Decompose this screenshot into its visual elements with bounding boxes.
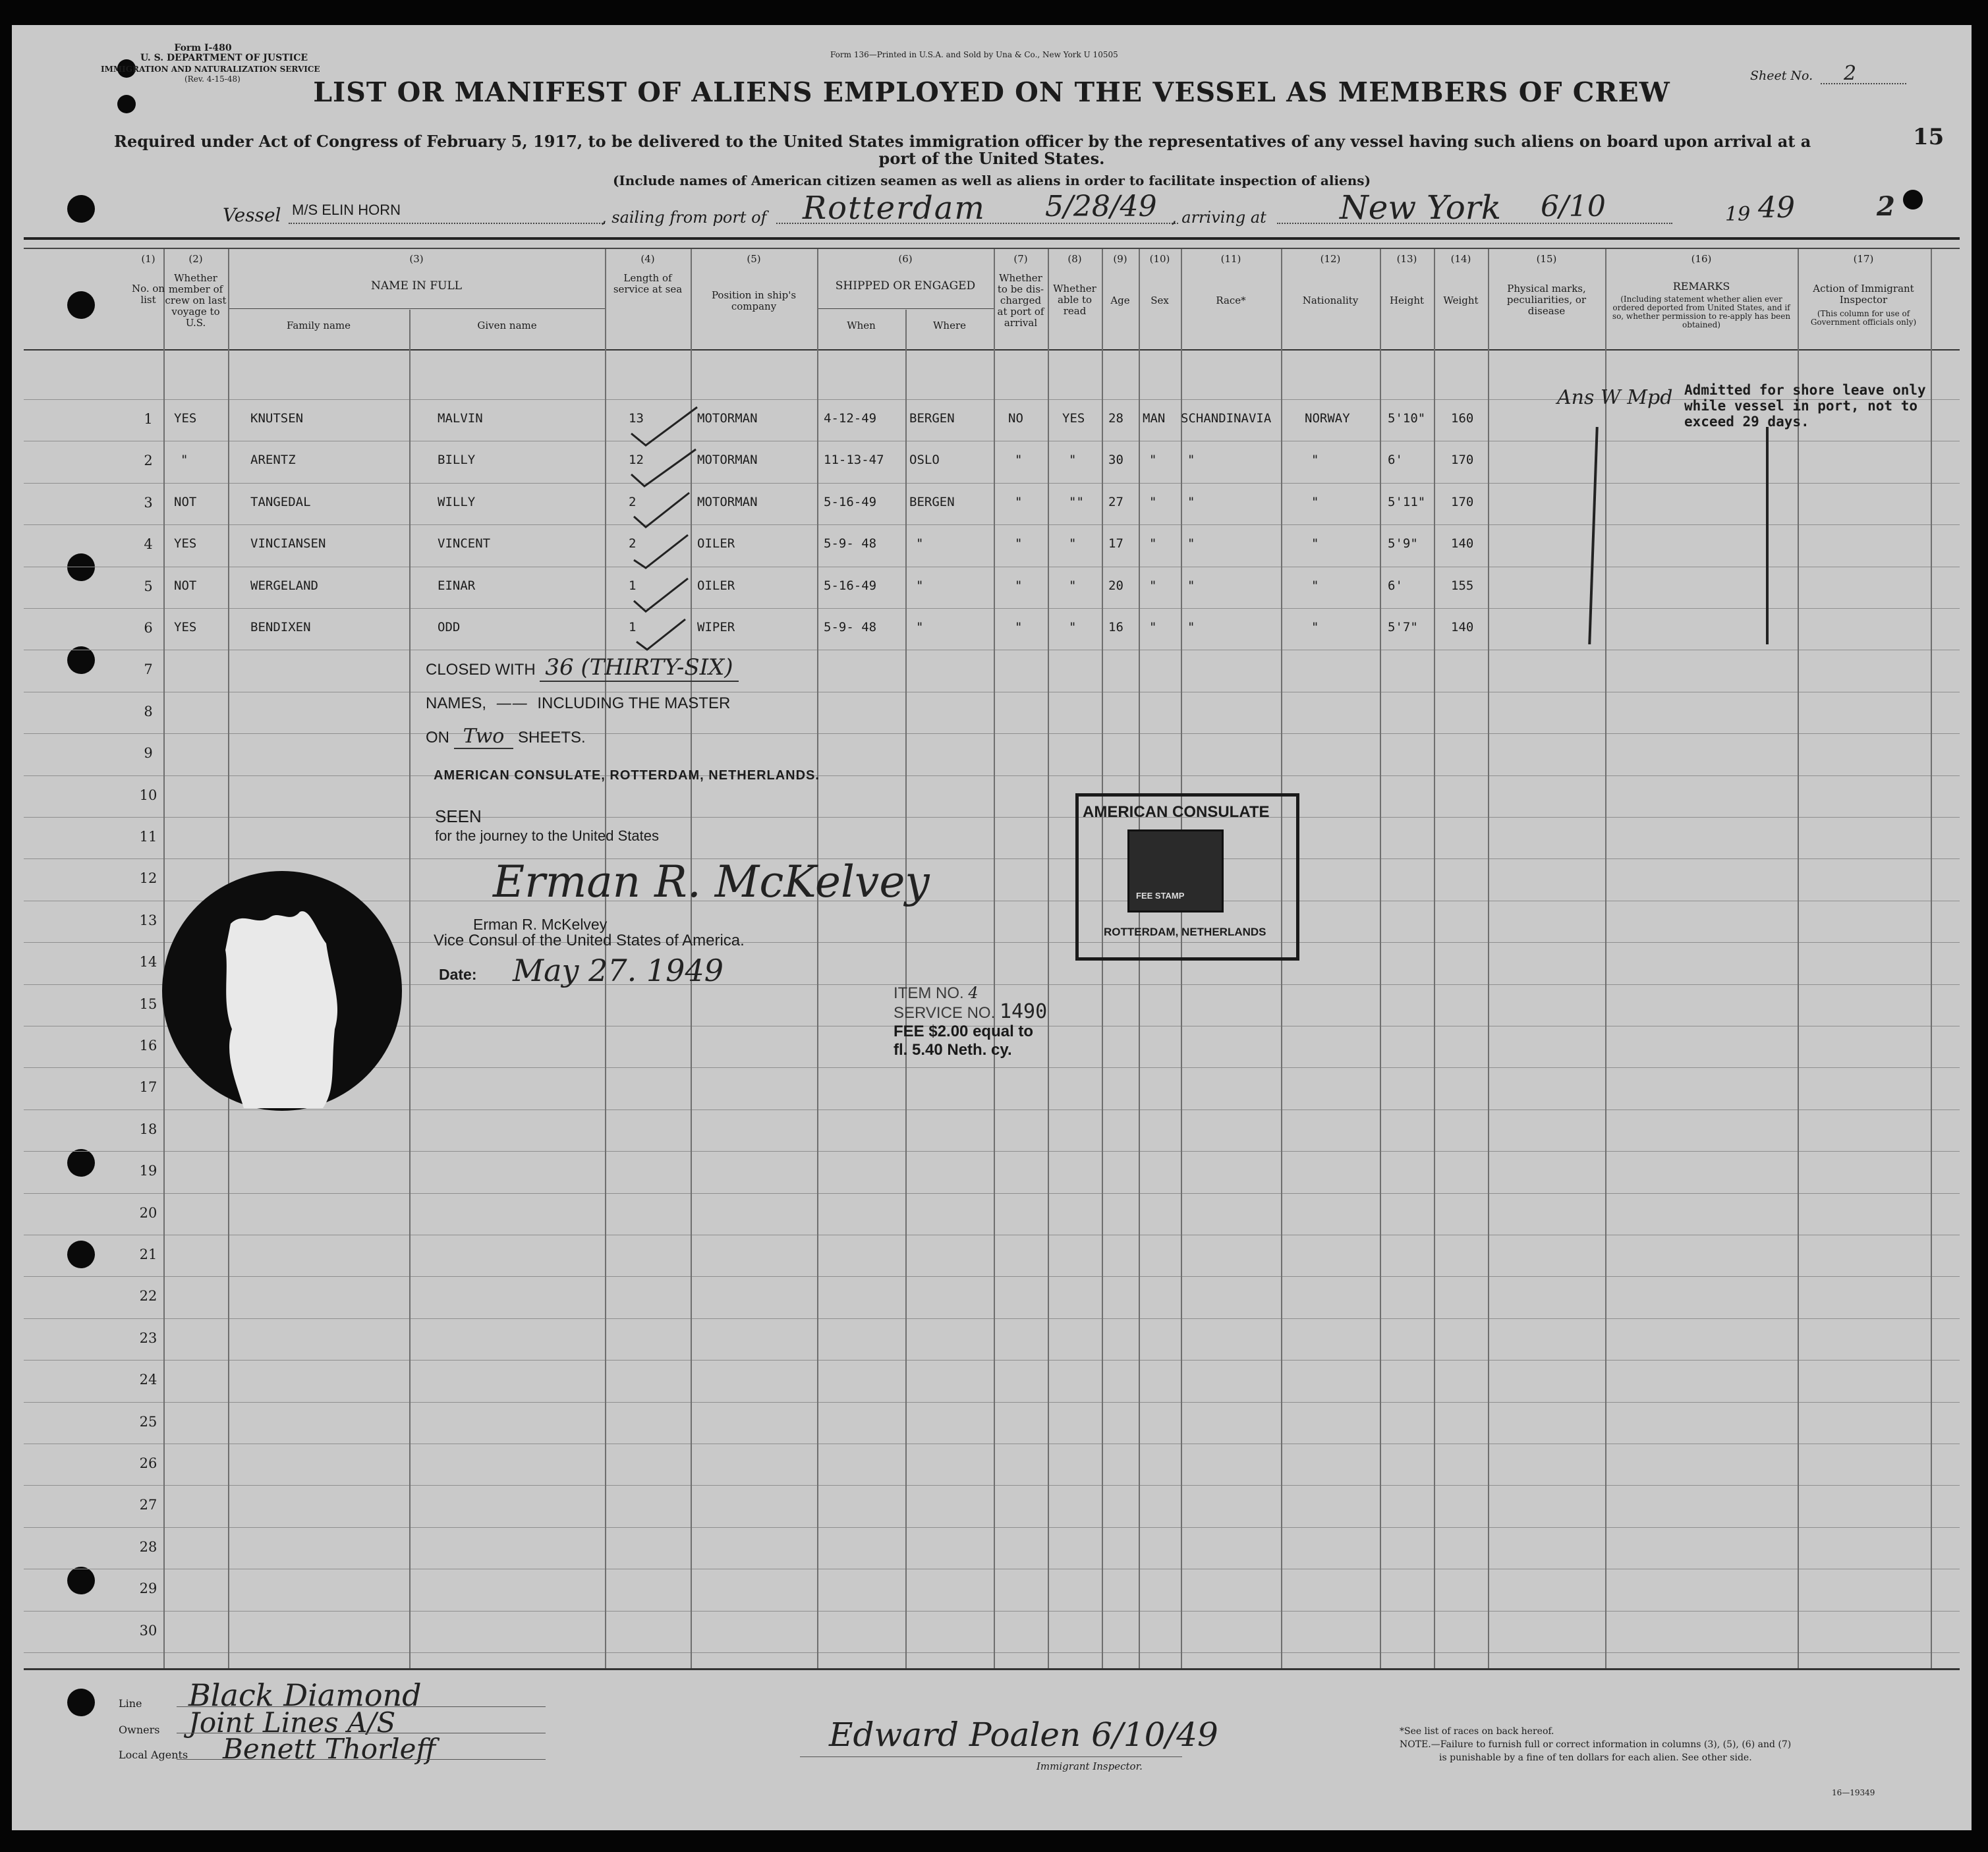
cell-sex: ": [1149, 495, 1157, 509]
footer-line: [177, 1759, 546, 1760]
punch-hole: [67, 646, 95, 674]
cell-race: ": [1187, 453, 1195, 467]
fee-guilders: fl. 5.40 Neth. cy.: [894, 1041, 1012, 1059]
cell-discharged: ": [1015, 578, 1023, 593]
cell-height: 5'10": [1388, 411, 1426, 426]
cell-weight: 155: [1451, 578, 1474, 593]
row-number: 23: [139, 1330, 157, 1346]
cell-discharged: ": [1015, 453, 1023, 467]
owners-value: Joint Lines A/S: [188, 1706, 396, 1739]
cell-height: 5'7": [1388, 620, 1418, 634]
row-number: 25: [139, 1414, 157, 1430]
cell-height: 5'11": [1388, 495, 1426, 509]
cell-age: 17: [1108, 536, 1123, 551]
manifest-sheet: [12, 25, 1972, 1830]
sheets-label: SHEETS.: [518, 729, 586, 746]
col-head-nationality: Nationality: [1302, 295, 1359, 306]
consul-title: Vice Consul of the United States of America.: [434, 932, 745, 949]
subtitle-line-2: port of the United States.: [878, 149, 1105, 168]
arrival-date: 6/10: [1541, 190, 1606, 223]
cell-family-name: TANGEDAL: [250, 495, 311, 509]
col-head-race: Race*: [1216, 295, 1246, 306]
punch-hole: [1903, 190, 1923, 210]
agents-label: Local Agents: [119, 1749, 188, 1761]
punch-hole: [67, 1689, 95, 1716]
cell-last-voyage: NOT: [174, 495, 197, 509]
cell-service-length: 2: [629, 536, 637, 551]
form-id-block: [140, 43, 308, 63]
cell-position: MOTORMAN: [697, 411, 758, 426]
service-name: IMMIGRATION AND NATURALIZATION SERVICE: [101, 65, 320, 74]
names-line: [426, 687, 739, 720]
row-number: 14: [139, 954, 157, 970]
inspector-line: [800, 1756, 1182, 1757]
seen-label: SEEN: [435, 806, 482, 826]
vessel-label: Vessel: [223, 204, 281, 226]
service-line: [894, 1000, 1048, 1023]
col-num-6: (6): [898, 253, 913, 265]
cell-height: 6': [1388, 578, 1403, 593]
cell-last-voyage: YES: [174, 411, 197, 426]
cell-able-to-read: ": [1069, 578, 1077, 593]
row-number: 18: [139, 1121, 157, 1137]
cell-last-voyage: ": [181, 453, 188, 467]
col-num-8: (8): [1067, 253, 1082, 265]
ruled-line: [24, 608, 1960, 609]
ruled-line: [24, 1151, 1960, 1152]
remarks-line: while vessel in port, not to: [1684, 398, 1918, 414]
column-divider: [1798, 249, 1799, 1668]
ruled-line: [24, 1527, 1960, 1528]
cell-nationality: ": [1311, 620, 1319, 634]
col-head-read: Whether able to read: [1053, 283, 1096, 317]
col-num-7: (7): [1013, 253, 1028, 265]
cell-weight: 170: [1451, 453, 1474, 467]
note-penalty-1: NOTE.—Failure to furnish full or correct information in columns (3), (5), (6) and (7): [1400, 1739, 1792, 1750]
cell-shipped-when: 5-9- 48: [824, 620, 877, 634]
sailing-port: Rotterdam: [803, 190, 986, 227]
cell-shipped-where: ": [916, 536, 924, 551]
cell-age: 30: [1108, 453, 1123, 467]
row-number: 5: [144, 578, 153, 594]
cell-service-length: 2: [629, 495, 637, 509]
fee-stamp: [894, 984, 1047, 1059]
closed-with-value: 36 (THIRTY-SIX): [540, 654, 738, 682]
note-penalty-2: is punishable by a fine of ten dollars for each alien. See other side.: [1439, 1753, 1752, 1763]
ruled-line: [24, 1360, 1960, 1361]
row-number: 11: [139, 829, 157, 845]
arrival-year: 49: [1758, 191, 1795, 225]
consulate-office: AMERICAN CONSULATE, ROTTERDAM, NETHERLANDS.: [434, 768, 820, 783]
col-head-position: Position in ship's company: [711, 289, 797, 312]
row-number: 29: [139, 1581, 157, 1596]
subheader-line: [228, 308, 605, 309]
ruled-line: [24, 1276, 1960, 1277]
cell-service-length: 1: [629, 620, 637, 634]
cell-shipped-where: OSLO: [909, 453, 940, 467]
footer-line: [177, 1706, 546, 1707]
col-num-14: (14): [1450, 253, 1471, 265]
column-divider: [1434, 249, 1435, 1668]
fee-stamp-image: [1127, 829, 1224, 912]
row-number: 4: [144, 536, 153, 552]
column-divider: [994, 249, 995, 1668]
ruled-line: [24, 1193, 1960, 1194]
col-num-4: (4): [640, 253, 655, 265]
col-num-12: (12): [1320, 253, 1341, 265]
cell-nationality: NORWAY: [1305, 411, 1350, 426]
cell-last-voyage: YES: [174, 536, 197, 551]
on-value: Two: [454, 725, 514, 749]
vessel-name: M/S ELIN HORN: [292, 202, 401, 218]
cell-race: ": [1187, 620, 1195, 634]
cell-nationality: ": [1311, 453, 1319, 467]
row-number: 8: [144, 704, 153, 719]
punch-hole: [67, 1567, 95, 1594]
ruled-line: [24, 733, 1960, 734]
names-blank: ——: [496, 694, 528, 712]
cell-discharged: ": [1015, 495, 1023, 509]
date-label: Date:: [439, 966, 477, 983]
col-num-13: (13): [1396, 253, 1417, 265]
closing-block: [426, 651, 739, 754]
on-label: ON: [426, 729, 449, 746]
column-divider: [1488, 249, 1489, 1668]
cell-service-length: 13: [629, 411, 644, 426]
consulate-stamp-top: AMERICAN CONSULATE: [1083, 803, 1270, 821]
journey-label: for the journey to the United States: [435, 828, 659, 844]
col-head-weight: Weight: [1443, 295, 1479, 306]
col-num-5: (5): [747, 253, 761, 265]
col-num-3: (3): [409, 253, 424, 265]
col-head-height: Height: [1389, 295, 1425, 306]
cell-age: 28: [1108, 411, 1123, 426]
inspector-label: Immigrant Inspector.: [1037, 1760, 1143, 1772]
cell-age: 16: [1108, 620, 1123, 634]
cell-able-to-read: ": [1069, 620, 1077, 634]
col-num-10: (10): [1149, 253, 1170, 265]
cell-given-name: MALVIN: [438, 411, 483, 426]
col-head-last-voyage: Whether member of crew on last voyage to U.S.: [165, 272, 227, 329]
col-head-family-name: Family name: [286, 320, 351, 331]
cell-able-to-read: YES: [1062, 411, 1085, 426]
cell-weight: 140: [1451, 620, 1474, 634]
form-code: 16—19349: [1832, 1788, 1875, 1797]
col-num-9: (9): [1113, 253, 1127, 265]
col-head-given-name: Given name: [477, 320, 537, 331]
cell-sex: ": [1149, 536, 1157, 551]
punch-hole: [67, 553, 95, 581]
cell-shipped-where: ": [916, 578, 924, 593]
subtitle-line-3: (Include names of American citizen seamen as well as aliens in order to facilitate inspection of aliens): [612, 173, 1371, 188]
cell-given-name: ODD: [438, 620, 461, 634]
cell-sex: MAN: [1143, 411, 1166, 426]
col-num-2: (2): [188, 253, 203, 265]
column-divider: [1931, 249, 1932, 1668]
cell-height: 6': [1388, 453, 1403, 467]
agents-value: Benett Thorleff: [223, 1733, 436, 1765]
arriving-label: , arriving at: [1172, 208, 1266, 227]
subtitle-line-1: Required under Act of Congress of February 5, 1917, to be delivered to the United States immigration officer by the representatives of any vessel having such aliens on board upon arrival at a: [114, 132, 1811, 151]
col-head-remarks: REMARKS: [1672, 280, 1730, 293]
cell-position: MOTORMAN: [697, 495, 758, 509]
row-number: 3: [144, 495, 153, 511]
cell-shipped-when: 11-13-47: [824, 453, 884, 467]
row-number: 13: [139, 912, 157, 928]
table-bottom-rule: [24, 1668, 1960, 1670]
physical-marks-annotation: Ans W Mpd: [1557, 386, 1673, 409]
row-number: 22: [139, 1288, 157, 1304]
consul-name: Erman R. McKelvey: [473, 916, 608, 933]
ruled-line: [24, 1652, 1960, 1653]
row-number: 9: [144, 745, 153, 761]
note-races: *See list of races on back hereof.: [1400, 1726, 1554, 1737]
col-head-physical-marks: Physical marks, peculiarities, or disease: [1506, 283, 1587, 317]
cell-service-length: 12: [629, 453, 644, 467]
cell-given-name: WILLY: [438, 495, 476, 509]
sheet-number: 2: [1844, 62, 1857, 85]
col-head-where: Where: [932, 320, 966, 331]
cell-given-name: VINCENT: [438, 536, 491, 551]
punch-hole: [67, 1241, 95, 1268]
cell-shipped-when: 5-16-49: [824, 495, 877, 509]
cell-race: ": [1187, 536, 1195, 551]
consulate-stamp: [1075, 793, 1299, 961]
cell-race: SCHANDINAVIA: [1181, 411, 1272, 426]
cell-able-to-read: "": [1069, 495, 1084, 509]
line-label: Line: [119, 1697, 142, 1710]
col-head-discharged: Whether to be dis-charged at port of arrival: [997, 272, 1044, 329]
table-top-rule-2: [24, 248, 1960, 249]
col-head-name: NAME IN FULL: [370, 279, 463, 293]
column-divider: [1048, 249, 1049, 1668]
names-label: NAMES,: [426, 694, 487, 712]
closed-with-label: CLOSED WITH: [426, 661, 536, 679]
cell-service-length: 1: [629, 578, 637, 593]
col-head-age: Age: [1110, 295, 1130, 306]
cell-position: WIPER: [697, 620, 735, 634]
service-label: SERVICE NO.: [894, 1004, 996, 1022]
sailing-label: , sailing from port of: [602, 208, 767, 227]
vessel-line: [289, 223, 605, 224]
remarks-line: Admitted for shore leave only: [1684, 382, 1926, 398]
row-number: 2: [144, 453, 153, 468]
cell-race: ": [1187, 578, 1195, 593]
arriving-port: New York: [1340, 188, 1501, 227]
row-number: 15: [139, 996, 157, 1012]
cell-nationality: ": [1311, 536, 1319, 551]
punch-hole: [67, 195, 95, 223]
ruled-line: [24, 1485, 1960, 1486]
cell-age: 27: [1108, 495, 1123, 509]
row-number: 16: [139, 1038, 157, 1053]
row-number: 21: [139, 1247, 157, 1262]
row-number: 19: [139, 1163, 157, 1179]
row-number: 30: [139, 1623, 157, 1639]
col-head-remarks-note: (Including statement whether alien ever ordered deported from United States, and if so, whether permission to re-apply has been obtained): [1612, 295, 1791, 329]
item-label: ITEM NO.: [894, 984, 964, 1002]
ruled-line: [24, 858, 1960, 859]
cell-weight: 170: [1451, 495, 1474, 509]
row-number: 24: [139, 1372, 157, 1388]
col-head-when: When: [847, 320, 876, 331]
ruled-line: [24, 1318, 1960, 1319]
cell-family-name: WERGELAND: [250, 578, 318, 593]
department-name: U. S. DEPARTMENT OF JUSTICE: [140, 53, 308, 63]
cell-position: MOTORMAN: [697, 453, 758, 467]
cell-nationality: ": [1311, 578, 1319, 593]
cell-height: 5'9": [1388, 536, 1418, 551]
item-value: 4: [968, 984, 979, 1002]
cell-shipped-when: 4-12-49: [824, 411, 877, 426]
ruled-line: [24, 817, 1960, 818]
form-revision: (Rev. 4-15-48): [185, 74, 241, 84]
ruled-line: [24, 1611, 1960, 1612]
cell-weight: 140: [1451, 536, 1474, 551]
col-num-11: (11): [1220, 253, 1241, 265]
cell-family-name: ARENTZ: [250, 453, 296, 467]
ditto-stroke: [1588, 427, 1599, 644]
ruled-line: [24, 524, 1960, 525]
inspector-signature: Edward Poalen 6/10/49: [829, 1716, 1218, 1754]
row-number: 28: [139, 1539, 157, 1555]
cell-last-voyage: NOT: [174, 578, 197, 593]
cell-sex: ": [1149, 620, 1157, 634]
service-value: 1490: [999, 1000, 1048, 1023]
cell-nationality: ": [1311, 495, 1319, 509]
cell-sex: ": [1149, 453, 1157, 467]
row-number: 6: [144, 620, 153, 636]
cell-family-name: VINCIANSEN: [250, 536, 326, 551]
check-marks: [605, 394, 717, 671]
ditto-stroke: [1766, 427, 1769, 644]
remarks-block: [1684, 382, 1926, 430]
form-number: Form I-480: [174, 43, 232, 53]
col-head-service: Length of service at sea: [613, 272, 683, 295]
col-num-17: (17): [1853, 253, 1874, 265]
ruled-line: [24, 1402, 1960, 1403]
ruled-line: [24, 483, 1960, 484]
row-number: 7: [144, 661, 153, 677]
page-number: 15: [1913, 124, 1945, 150]
cell-family-name: BENDIXEN: [250, 620, 311, 634]
col-head-shipped: SHIPPED OR ENGAGED: [835, 279, 976, 293]
punch-hole: [67, 291, 95, 319]
row-number: 20: [139, 1205, 157, 1221]
cell-discharged: ": [1015, 620, 1023, 634]
consulate-stamp-bottom: ROTTERDAM, NETHERLANDS: [1104, 926, 1266, 938]
cell-last-voyage: YES: [174, 620, 197, 634]
col-head-action-note: (This column for use of Government officials only): [1810, 309, 1917, 327]
row-number: 1: [144, 411, 153, 427]
cell-shipped-where: ": [916, 620, 924, 634]
cell-position: OILER: [697, 578, 735, 593]
column-divider: [1380, 249, 1381, 1668]
cell-given-name: EINAR: [438, 578, 476, 593]
remarks-line: exceed 29 days.: [1684, 414, 1809, 430]
col-head-no: No. on list: [131, 283, 165, 306]
punch-hole: [67, 1149, 95, 1177]
row-number: 27: [139, 1497, 157, 1513]
row-number: 12: [139, 870, 157, 886]
cell-family-name: KNUTSEN: [250, 411, 304, 426]
cell-weight: 160: [1451, 411, 1474, 426]
sheet-label: Sheet No.: [1750, 69, 1813, 83]
date-value: May 27. 1949: [513, 953, 724, 988]
col-head-action: Action of Immigrant Inspector: [1813, 283, 1914, 306]
cell-given-name: BILLY: [438, 453, 476, 467]
cell-able-to-read: ": [1069, 536, 1077, 551]
cell-age: 20: [1108, 578, 1123, 593]
closed-with-line: [426, 651, 739, 687]
cell-sex: ": [1149, 578, 1157, 593]
header-bottom-rule: [24, 349, 1960, 351]
sailing-date: 5/28/49: [1045, 190, 1157, 223]
arrival-year-prefix: 19: [1725, 203, 1751, 226]
fee-stamp-inner: FEE STAMP: [1136, 891, 1185, 901]
column-divider: [817, 249, 818, 1668]
table-top-rule: [24, 237, 1960, 240]
fee-amount: FEE $2.00 equal to: [894, 1023, 1034, 1040]
cell-discharged: ": [1015, 536, 1023, 551]
col-num-16: (16): [1691, 253, 1712, 265]
row-number: 10: [139, 787, 157, 803]
including-master: INCLUDING THE MASTER: [537, 694, 731, 712]
col-num-1: (1): [141, 253, 156, 265]
cell-shipped-where: BERGEN: [909, 411, 955, 426]
line-value: Black Diamond: [188, 1677, 422, 1713]
column-divider: [1605, 249, 1606, 1668]
col-head-sex: Sex: [1150, 295, 1169, 306]
printer-note: Form 136—Printed in U.S.A. and Sold by Una & Co., New York U 10505: [830, 50, 1118, 59]
corner-mark: 2: [1877, 191, 1895, 222]
cell-shipped-when: 5-9- 48: [824, 536, 877, 551]
column-divider: [409, 310, 411, 1668]
col-num-15: (15): [1536, 253, 1557, 265]
cell-position: OILER: [697, 536, 735, 551]
cell-shipped-when: 5-16-49: [824, 578, 877, 593]
cell-able-to-read: ": [1069, 453, 1077, 467]
ruled-line: [24, 775, 1960, 776]
cell-shipped-where: BERGEN: [909, 495, 955, 509]
sheets-line: [426, 720, 739, 754]
cell-race: ": [1187, 495, 1195, 509]
owners-label: Owners: [119, 1724, 160, 1736]
consul-signature: Erman R. McKelvey: [493, 856, 930, 907]
row-number: 17: [139, 1079, 157, 1095]
manifest-title: LIST OR MANIFEST OF ALIENS EMPLOYED ON THE VESSEL AS MEMBERS OF CREW: [313, 76, 1670, 108]
embossed-seal: [158, 871, 409, 1115]
cell-discharged: NO: [1008, 411, 1023, 426]
subheader-line: [817, 308, 994, 309]
row-number: 26: [139, 1455, 157, 1471]
